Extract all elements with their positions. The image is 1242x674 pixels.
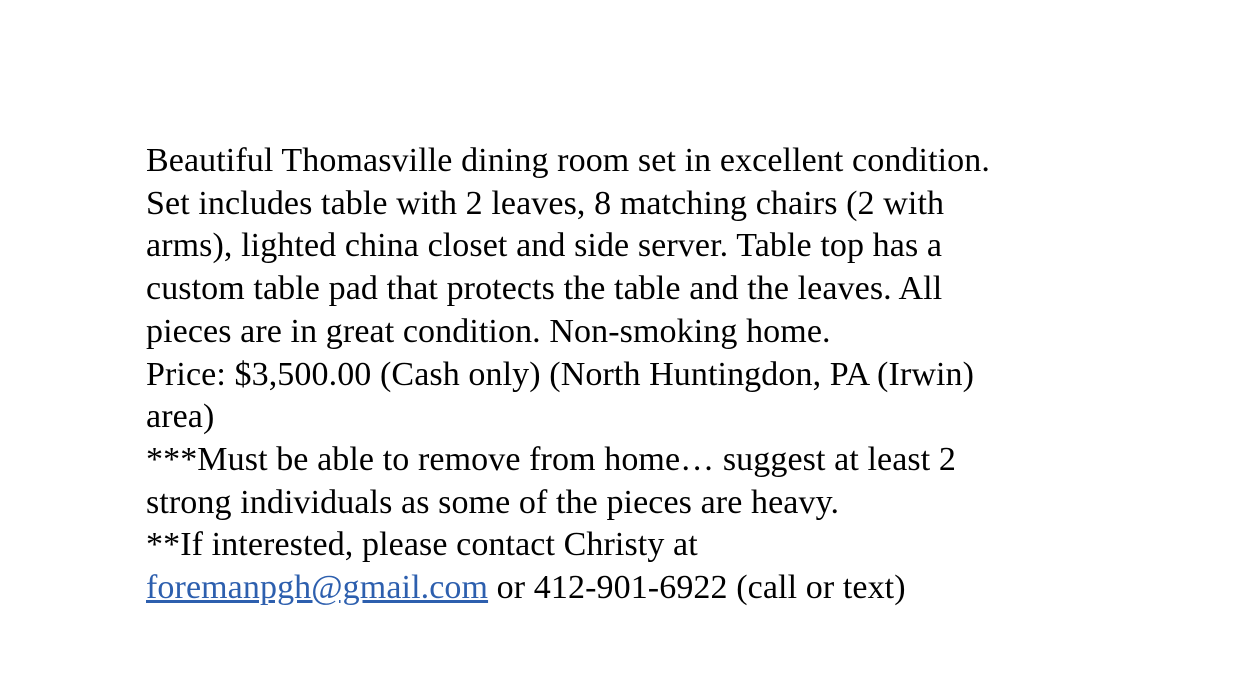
listing-description-line: Beautiful Thomasville dining room set in excellent condition.: [146, 142, 990, 179]
listing-text-block: [146, 140, 1086, 610]
listing-description-line: Set includes table with 2 leaves, 8 matching chairs (2 with: [146, 184, 945, 222]
listing-price-line: Price: $3,500.00 (Cash only) (North Huntingdon, PA (Irwin): [146, 355, 975, 393]
phone-and-contact-method-text: or 412-901-6922 (call or text): [488, 569, 906, 607]
email-link[interactable]: foremanpgh@gmail.com: [146, 569, 489, 607]
listing-contact-intro-line: **If interested, please contact Christy at: [146, 526, 698, 564]
listing-removal-note-line: ***Must be able to remove from home… suggest at least 2: [146, 440, 956, 478]
listing-description-line: pieces are in great condition. Non-smoking home.: [146, 312, 831, 350]
listing-removal-note-line-continued: strong individuals as some of the pieces are heavy.: [146, 483, 840, 521]
listing-price-line-continued: area): [146, 398, 215, 436]
listing-description-line: custom table pad that protects the table and the leaves. All: [146, 270, 943, 308]
listing-contact-line: [146, 567, 1086, 610]
listing-description-line: arms), lighted china closet and side server. Table top has a: [146, 227, 943, 265]
